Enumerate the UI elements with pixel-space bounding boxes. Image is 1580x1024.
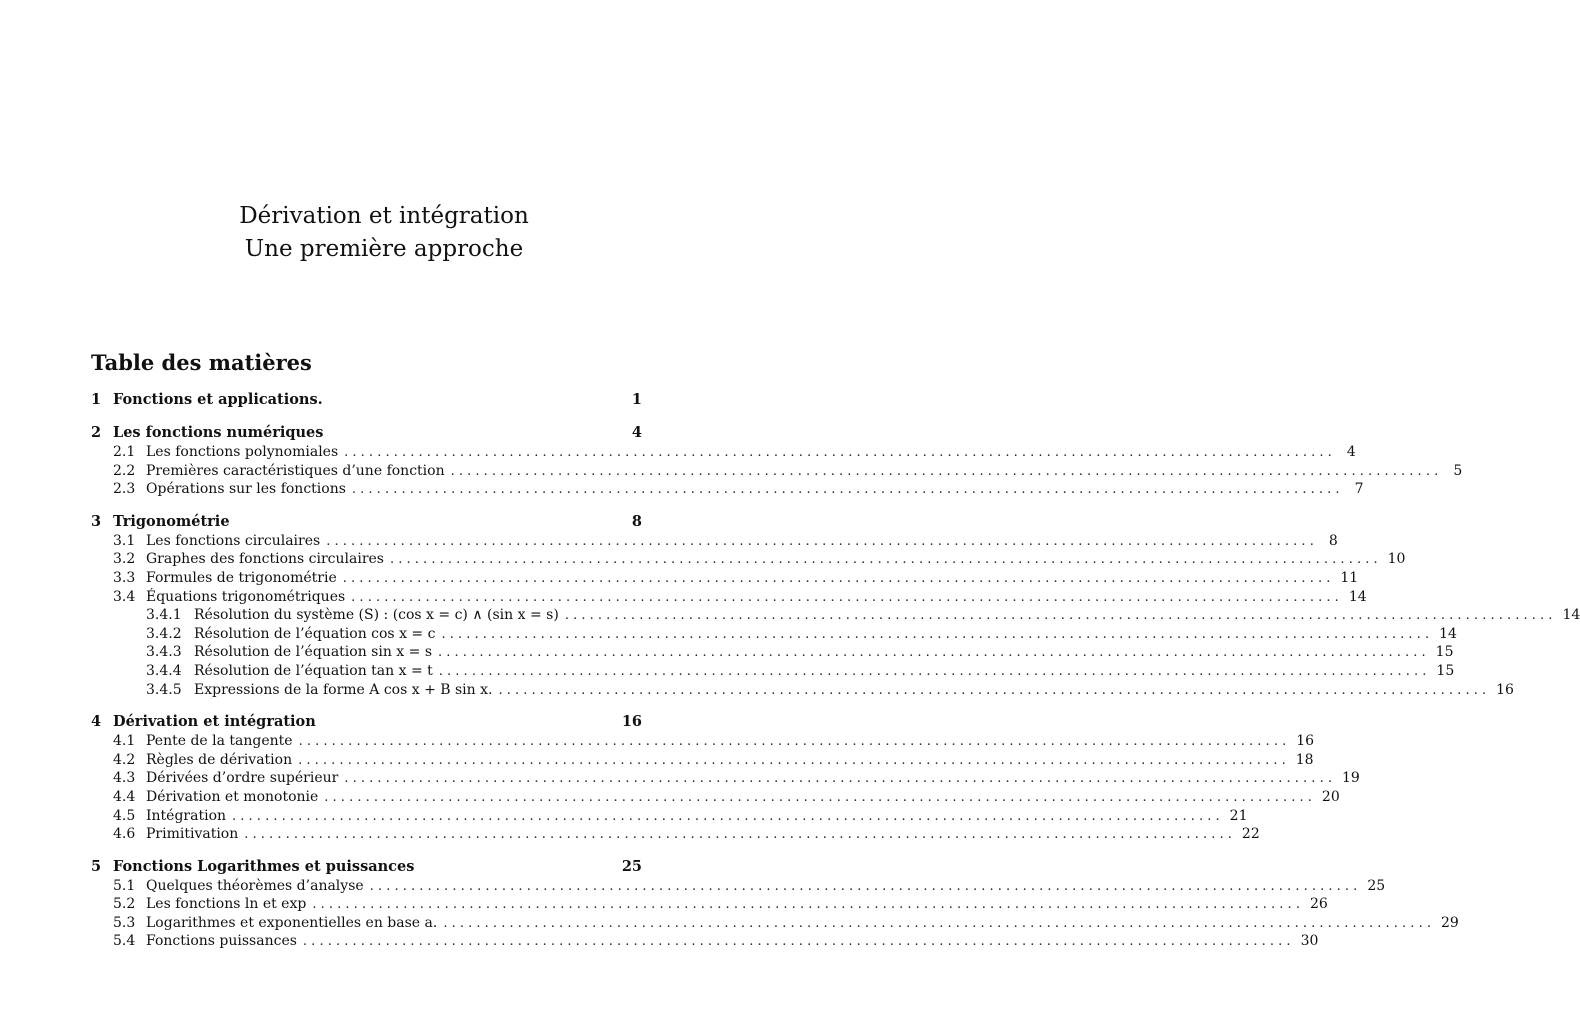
- toc-entry-title: Résolution du système (S) : (cos x = c) ∧ (sin x = s): [194, 607, 559, 624]
- title-line-1: Dérivation et intégration: [239, 203, 529, 229]
- toc-entry-title: Règles de dérivation: [146, 751, 293, 768]
- toc-entry-number: 4.6: [113, 826, 136, 843]
- toc-entry-number: 5.1: [113, 877, 136, 894]
- toc-subsection[interactable]: [91, 769, 1360, 788]
- toc-subsection[interactable]: [91, 532, 1338, 551]
- toc-entry-number: 4: [91, 713, 102, 731]
- toc-entry-title: Dérivation et intégration: [113, 713, 316, 731]
- dot-leader: . . . . . . . . . . . . . . . . . . . . . . . . . . . . . . . . . . . . . . . . . . . . . . . . . . . . . . . . . . . . . . . . . . . . . . . . . . . . . . . . . . . . . . . . . . . . . . . . . . . . . . . . . . . . . . . . . . . . . . . .: [441, 626, 1430, 642]
- toc-subsection[interactable]: [91, 751, 1314, 770]
- toc-subsubsection[interactable]: [91, 643, 1454, 662]
- toc-entry-title: Fonctions puissances: [146, 933, 297, 950]
- toc-entry-number: 5: [91, 857, 102, 875]
- toc-entry-number: 4.4: [113, 788, 136, 805]
- toc-subsubsection[interactable]: [91, 606, 1580, 625]
- toc-subsubsection[interactable]: [91, 681, 1514, 700]
- toc-subsubsection[interactable]: [91, 662, 1455, 681]
- toc-entry-title: Les fonctions polynomiales: [146, 444, 339, 460]
- dot-leader: . . . . . . . . . . . . . . . . . . . . . . . . . . . . . . . . . . . . . . . . . . . . . . . . . . . . . . . . . . . . . . . . . . . . . . . . . . . . . . . . . . . . . . . . . . . . . . . . . . . . . . . . . . . . . . . . . . . . . . . .: [438, 663, 1427, 679]
- toc-section[interactable]: [91, 423, 642, 443]
- toc-entry-number: 4.1: [113, 733, 136, 750]
- dot-leader: . . . . . . . . . . . . . . . . . . . . . . . . . . . . . . . . . . . . . . . . . . . . . . . . . . . . . . . . . . . . . . . . . . . . . . . . . . . . . . . . . . . . . . . . . . . . . . . . . . . . . . . . . . . . . . . . . . . . . . . .: [244, 827, 1232, 843]
- toc-page-number: 10: [1387, 551, 1406, 568]
- toc-entry-number: 3.4: [113, 588, 136, 605]
- toc-page-number: 16: [1296, 733, 1315, 750]
- toc-subsection[interactable]: [91, 462, 1463, 481]
- dot-leader: . . . . . . . . . . . . . . . . . . . . . . . . . . . . . . . . . . . . . . . . . . . . . . . . . . . . . . . . . . . . . . . . . . . . . . . . . . . . . . . . . . . . . . . . . . . . . . . . . . . . . . . . . . . . . . . . . . . . . . . .: [564, 608, 1553, 624]
- toc-entry-title: Les fonctions circulaires: [146, 532, 321, 549]
- toc-subsection[interactable]: [91, 443, 1356, 462]
- dot-leader: . . . . . . . . . . . . . . . . . . . . . . . . . . . . . . . . . . . . . . . . . . . . . . . . . . . . . . . . . . . . . . . . . . . . . . . . . . . . . . . . . . . . . . . . . . . . . . . . . . . . . . . . . . . . . . . . . . . . . . . .: [344, 771, 1332, 787]
- toc-page-number: 1: [631, 391, 642, 408]
- toc-subsection[interactable]: [91, 588, 1367, 607]
- toc-entry-title: Fonctions et applications.: [113, 391, 323, 408]
- toc-section-block: [91, 712, 1360, 844]
- toc-page-number: 20: [1321, 788, 1340, 805]
- toc-section-block: [91, 390, 642, 410]
- toc-page-number: 16: [621, 713, 642, 731]
- toc-entry-title: Les fonctions numériques: [113, 424, 324, 441]
- toc-section-block: [91, 857, 1459, 951]
- toc-page-number: 22: [1241, 826, 1260, 843]
- toc-entry-number: 3.2: [113, 551, 136, 568]
- dot-leader: . . . . . . . . . . . . . . . . . . . . . . . . . . . . . . . . . . . . . . . . . . . . . . . . . . . . . . . . . . . . . . . . . . . . . . . . . . . . . . . . . . . . . . . . . . . . . . . . . . . . . . . . . . . . . . . . . . . . . . . .: [298, 752, 1286, 768]
- dot-leader: . . . . . . . . . . . . . . . . . . . . . . . . . . . . . . . . . . . . . . . . . . . . . . . . . . . . . . . . . . . . . . . . . . . . . . . . . . . . . . . . . . . . . . . . . . . . . . . . . . . . . . . . . . . . . . . . . . . . . . . .: [344, 445, 1332, 460]
- document-title: [0, 200, 768, 266]
- dot-leader: . . . . . . . . . . . . . . . . . . . . . . . . . . . . . . . . . . . . . . . . . . . . . . . . . . . . . . . . . . . . . . . . . . . . . . . . . . . . . . . . . . . . . . . . . . . . . . . . . . . . . . . . . . . . . . . . . . . . . . . .: [232, 808, 1220, 824]
- dot-leader: . . . . . . . . . . . . . . . . . . . . . . . . . . . . . . . . . . . . . . . . . . . . . . . . . . . . . . . . . . . . . . . . . . . . . . . . . . . . . . . . . . . . . . . . . . . . . . . . . . . . . . . . . . . . . . . . . . . . . . . .: [390, 552, 1378, 568]
- toc-page-number: 30: [1300, 933, 1319, 950]
- toc-entry-title: Formules de trigonométrie: [146, 569, 337, 586]
- toc-subsection[interactable]: [91, 550, 1406, 569]
- toc-entry-title: Fonctions Logarithmes et puissances: [113, 857, 415, 875]
- dot-leader: . . . . . . . . . . . . . . . . . . . . . . . . . . . . . . . . . . . . . . . . . . . . . . . . . . . . . . . . . . . . . . . . . . . . . . . . . . . . . . . . . . . . . . . . . . . . . . . . . . . . . . . . . . . . . . . . . . . . . . . .: [498, 682, 1487, 698]
- dot-leader: . . . . . . . . . . . . . . . . . . . . . . . . . . . . . . . . . . . . . . . . . . . . . . . . . . . . . . . . . . . . . . . . . . . . . . . . . . . . . . . . . . . . . . . . . . . . . . . . . . . . . . . . . . . . . . . . . . . . . . . .: [450, 463, 1439, 479]
- toc-subsection[interactable]: [91, 569, 1359, 588]
- toc-entry-number: 3.4.2: [146, 625, 182, 642]
- toc-heading: Table des matières: [91, 350, 312, 375]
- dot-leader: . . . . . . . . . . . . . . . . . . . . . . . . . . . . . . . . . . . . . . . . . . . . . . . . . . . . . . . . . . . . . . . . . . . . . . . . . . . . . . . . . . . . . . . . . . . . . . . . . . . . . . . . . . . . . . . . . . . . . . . .: [324, 789, 1312, 805]
- dot-leader: . . . . . . . . . . . . . . . . . . . . . . . . . . . . . . . . . . . . . . . . . . . . . . . . . . . . . . . . . . . . . . . . . . . . . . . . . . . . . . . . . . . . . . . . . . . . . . . . . . . . . . . . . . . . . . . . . . . . . . . .: [312, 897, 1300, 913]
- toc-entry-title: Intégration: [146, 807, 227, 824]
- toc-entry-number: 4.3: [113, 770, 136, 787]
- toc-page-number: 14: [1562, 607, 1580, 624]
- toc-page-number: 8: [631, 512, 642, 530]
- toc-page-number: 15: [1436, 662, 1455, 679]
- toc-page-number: 14: [1348, 588, 1367, 605]
- toc-entry-number: 2.1: [113, 444, 136, 460]
- toc-entry-number: 5.4: [113, 933, 136, 950]
- dot-leader: . . . . . . . . . . . . . . . . . . . . . . . . . . . . . . . . . . . . . . . . . . . . . . . . . . . . . . . . . . . . . . . . . . . . . . . . . . . . . . . . . . . . . . . . . . . . . . . . . . . . . . . . . . . . . . . . . . . . . . . .: [326, 533, 1314, 549]
- toc-entry-number: 3.4.4: [146, 662, 182, 679]
- toc-entry-title: Expressions de la forme A cos x + B sin x.: [194, 681, 493, 698]
- toc-page-number: 14: [1439, 625, 1457, 642]
- toc-entry-title: Résolution de l’équation sin x = s: [194, 644, 433, 661]
- toc-subsection[interactable]: [91, 877, 1386, 896]
- toc-entry-number: 3.4.5: [146, 681, 182, 698]
- toc-entry-title: Opérations sur les fonctions: [146, 481, 346, 498]
- toc-page-number: 11: [1340, 569, 1359, 586]
- toc-section[interactable]: [91, 857, 642, 877]
- dot-leader: . . . . . . . . . . . . . . . . . . . . . . . . . . . . . . . . . . . . . . . . . . . . . . . . . . . . . . . . . . . . . . . . . . . . . . . . . . . . . . . . . . . . . . . . . . . . . . . . . . . . . . . . . . . . . . . . . . . . . . . .: [351, 482, 1340, 498]
- toc-entry-title: Primitivation: [146, 826, 239, 843]
- toc-page-number: 18: [1295, 751, 1314, 768]
- toc-page-number: 26: [1309, 896, 1328, 913]
- toc-subsection[interactable]: [91, 732, 1315, 751]
- toc-subsection[interactable]: [91, 895, 1328, 914]
- toc-entry-title: Quelques théorèmes d’analyse: [146, 877, 364, 894]
- toc-entry-title: Les fonctions ln et exp: [146, 896, 307, 913]
- toc-entry-title: Pente de la tangente: [146, 733, 293, 750]
- toc-entry-number: 3.4.1: [146, 607, 182, 624]
- toc-page-number: 8: [1328, 532, 1338, 549]
- toc-entry-number: 3.4.3: [146, 644, 182, 661]
- toc-entry-title: Logarithmes et exponentielles en base a.: [146, 914, 438, 931]
- toc-subsection[interactable]: [91, 914, 1459, 933]
- toc-entry-title: Trigonométrie: [113, 512, 230, 530]
- toc-entry-number: 3.3: [113, 569, 136, 586]
- toc-section[interactable]: [91, 390, 642, 410]
- toc-page-number: 29: [1440, 914, 1459, 931]
- dot-leader: . . . . . . . . . . . . . . . . . . . . . . . . . . . . . . . . . . . . . . . . . . . . . . . . . . . . . . . . . . . . . . . . . . . . . . . . . . . . . . . . . . . . . . . . . . . . . . . . . . . . . . . . . . . . . . . . . . . . . . . .: [342, 570, 1331, 586]
- toc-entry-title: Résolution de l’équation tan x = t: [194, 662, 433, 679]
- toc-page-number: 21: [1229, 807, 1248, 824]
- toc-page-number: 25: [1367, 877, 1386, 894]
- toc-entry-title: Équations trigonométriques: [146, 588, 346, 605]
- toc-entry-number: 3: [91, 512, 102, 530]
- toc-page-number: 16: [1496, 681, 1514, 698]
- toc-subsection[interactable]: [91, 807, 1248, 826]
- toc-entry-number: 2.2: [113, 462, 136, 479]
- toc-entry-title: Dérivation et monotonie: [146, 788, 319, 805]
- dot-leader: . . . . . . . . . . . . . . . . . . . . . . . . . . . . . . . . . . . . . . . . . . . . . . . . . . . . . . . . . . . . . . . . . . . . . . . . . . . . . . . . . . . . . . . . . . . . . . . . . . . . . . . . . . . . . . . . . . . . . . . .: [369, 878, 1358, 894]
- dot-leader: . . . . . . . . . . . . . . . . . . . . . . . . . . . . . . . . . . . . . . . . . . . . . . . . . . . . . . . . . . . . . . . . . . . . . . . . . . . . . . . . . . . . . . . . . . . . . . . . . . . . . . . . . . . . . . . . . . . . . . . .: [351, 589, 1339, 605]
- toc-entry-number: 2: [91, 424, 102, 441]
- toc-page-number: 7: [1354, 481, 1364, 498]
- toc-section-block: [91, 512, 1580, 699]
- toc-entry-number: 5.2: [113, 896, 136, 913]
- toc-entry-number: 5.3: [113, 914, 136, 931]
- toc-page-number: 25: [621, 857, 642, 875]
- dot-leader: . . . . . . . . . . . . . . . . . . . . . . . . . . . . . . . . . . . . . . . . . . . . . . . . . . . . . . . . . . . . . . . . . . . . . . . . . . . . . . . . . . . . . . . . . . . . . . . . . . . . . . . . . . . . . . . . . . . . . . . .: [443, 915, 1431, 931]
- table-of-contents: [91, 390, 1580, 964]
- toc-page-number: 5: [1453, 462, 1463, 479]
- dot-leader: . . . . . . . . . . . . . . . . . . . . . . . . . . . . . . . . . . . . . . . . . . . . . . . . . . . . . . . . . . . . . . . . . . . . . . . . . . . . . . . . . . . . . . . . . . . . . . . . . . . . . . . . . . . . . . . . . . . . . . . .: [298, 734, 1287, 750]
- toc-entry-number: 2.3: [113, 481, 136, 498]
- toc-entry-number: 4.5: [113, 807, 136, 824]
- toc-entry-title: Graphes des fonctions circulaires: [146, 551, 384, 568]
- toc-entry-title: Premières caractéristiques d’une fonction: [146, 462, 445, 479]
- toc-entry-number: 4.2: [113, 751, 136, 768]
- toc-subsection[interactable]: [91, 480, 1364, 499]
- toc-section[interactable]: [91, 712, 642, 732]
- toc-subsection[interactable]: [91, 932, 1319, 951]
- toc-page-number: 19: [1341, 770, 1360, 787]
- toc-page-number: 4: [631, 424, 642, 441]
- toc-page-number: 4: [1346, 444, 1356, 460]
- dot-leader: . . . . . . . . . . . . . . . . . . . . . . . . . . . . . . . . . . . . . . . . . . . . . . . . . . . . . . . . . . . . . . . . . . . . . . . . . . . . . . . . . . . . . . . . . . . . . . . . . . . . . . . . . . . . . . . . . . . . . . . .: [438, 645, 1426, 661]
- toc-page-number: 15: [1435, 644, 1454, 661]
- toc-entry-number: 1: [91, 391, 102, 408]
- toc-entry-number: 3.1: [113, 532, 136, 549]
- toc-entry-title: Résolution de l’équation cos x = c: [194, 625, 436, 642]
- dot-leader: . . . . . . . . . . . . . . . . . . . . . . . . . . . . . . . . . . . . . . . . . . . . . . . . . . . . . . . . . . . . . . . . . . . . . . . . . . . . . . . . . . . . . . . . . . . . . . . . . . . . . . . . . . . . . . . . . . . . . . . .: [302, 934, 1291, 950]
- toc-section-block: [91, 423, 1463, 499]
- toc-section[interactable]: [91, 512, 642, 532]
- toc-entry-title: Dérivées d’ordre supérieur: [146, 770, 339, 787]
- title-line-2: Une première approche: [244, 236, 524, 262]
- toc-subsection[interactable]: [91, 788, 1340, 807]
- toc-subsection[interactable]: [91, 825, 1260, 844]
- toc-subsubsection[interactable]: [91, 625, 1457, 644]
